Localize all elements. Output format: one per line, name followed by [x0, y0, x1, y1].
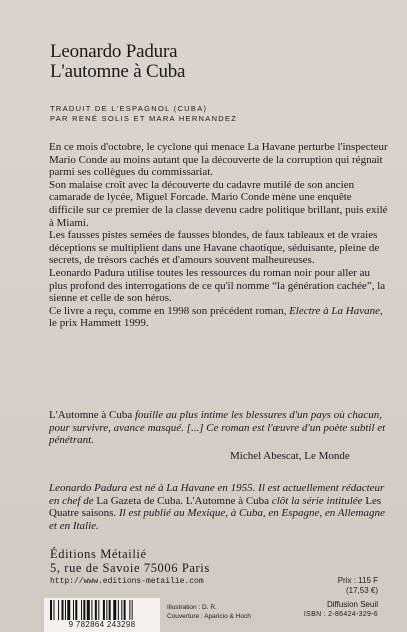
- blurb-paragraph: [49, 305, 389, 330]
- cover-credit: Couverture : Aparicio & Hoch: [167, 613, 251, 620]
- bio-part: .: [180, 494, 186, 507]
- author-bio: [49, 482, 394, 532]
- barcode-bar: [87, 600, 90, 620]
- author-name: Leonardo Padura: [50, 41, 178, 62]
- quote-book-title: L'Automne à Cuba: [49, 409, 133, 421]
- barcode-bar: [98, 600, 99, 620]
- bio-text: [49, 482, 394, 532]
- barcode-bar: [113, 600, 116, 620]
- blurb-text: Ce livre a reçu, comme en 1998 son précédent roman,: [49, 304, 290, 317]
- bio-book: L'Automne à Cuba: [185, 494, 270, 507]
- barcode-bar: [129, 600, 130, 620]
- book-title: L'automne à Cuba: [50, 61, 186, 82]
- barcode-bar: [109, 600, 111, 620]
- bio-part: clôt la série intitulée: [269, 494, 366, 507]
- blurb-paragraph: En ce mois d'octobre, le cyclone qui menace La Havane perturbe l'inspecteur Mario Conde au moins autant que la découverte de la corruption qui régnait parmi ses collègues du commissariat.: [49, 141, 388, 179]
- blurb-paragraph: Les fausses pistes semées de fausses blondes, de faux tableaux et de vraies déceptions se multiplient dans une Havane chaotique, séduisante, pleine de secrets, de trésors cachés et d'amours souvent malheureuses.: [49, 229, 380, 267]
- press-quote: [49, 409, 389, 447]
- barcode-bar: [67, 600, 70, 620]
- translator-line-1: TRADUIT DE L'ESPAGNOL (CUBA): [50, 104, 208, 113]
- barcode-bar: [73, 600, 74, 620]
- price-francs: Prix : 115 F: [337, 576, 378, 585]
- barcode-bar: [83, 600, 85, 620]
- barcode-bar: [62, 600, 64, 620]
- barcode-bar: [124, 600, 126, 620]
- publisher-name: Éditions Métailié: [50, 547, 147, 561]
- blurb-paragraph: Leonardo Padura utilise toutes les ressources du roman noir pour aller au plus profond des interrogations de ce qu'il nomme “la génération cachée”, la sienne et celle de son héros.: [49, 266, 386, 305]
- barcode-bar: [103, 600, 105, 620]
- barcode-bar: [75, 600, 77, 620]
- distributor: Diffusion Seuil: [327, 600, 378, 609]
- barcode-bar: [65, 600, 66, 620]
- barcode-bar: [50, 600, 52, 620]
- barcode-bar: [81, 600, 82, 620]
- blurb-paragraph: Son malaise croît avec la découverte du cadavre mutilé de son ancien camarade de lycée, Miguel Forcade. Mario Conde mène une enquête difficile sur ce premier de la classe devenu cadre politique brillant, puis exilé à Miami.: [49, 178, 388, 229]
- barcode-bar: [106, 600, 107, 620]
- price: [308, 576, 378, 596]
- quote-body: fouille au plus intime les blessures d'un pays où chacun, pour survivre, avance masqué. [...] Ce roman est l'œuvre d'un poète subtil et pénétrant.: [49, 409, 386, 447]
- bio-series: Les Quatre saisons: [49, 494, 382, 520]
- publisher-address: 5, rue de Savoie 75006 Paris: [50, 561, 210, 575]
- barcode-bar: [91, 600, 92, 620]
- blurb: [49, 141, 389, 330]
- quote-source: Michel Abescat, Le Monde: [230, 450, 350, 462]
- barcode-bar: [58, 600, 59, 620]
- quote-text: [49, 409, 389, 447]
- publisher-website: http://www.editions-metailie.com: [50, 577, 204, 586]
- book-reference: Electre à La Havane: [289, 304, 381, 317]
- barcode-bar: [95, 600, 97, 620]
- blurb-text: , le prix Hammett 1999.: [49, 304, 383, 330]
- bio-part: Leonardo Padura est né à La Havane en 1955. Il est actuellement rédacteur en chef de: [49, 482, 385, 507]
- barcode-bar: [53, 600, 54, 620]
- barcode-bar: [121, 600, 122, 620]
- barcode-number: 9 782864 243298: [68, 620, 136, 629]
- barcode-bars: [50, 600, 154, 620]
- barcode: [44, 598, 160, 632]
- illustration-credit: Illustration : D. R.: [167, 604, 217, 611]
- barcode-bar: [118, 600, 119, 620]
- bio-magazine: La Gazeta de Cuba: [96, 494, 181, 507]
- price-euros: (17,53 €): [345, 586, 378, 595]
- isbn: ISBN : 2-86424-329-6: [303, 611, 378, 618]
- credits: [167, 603, 251, 621]
- barcode-bar: [132, 600, 133, 620]
- bio-part: . Il est publié au Mexique, à Cuba, en Espagne, en Allemagne et en Italie.: [49, 507, 385, 532]
- translator-line-2: PAR RENÉ SOLIS ET MARA HERNANDEZ: [50, 114, 238, 123]
